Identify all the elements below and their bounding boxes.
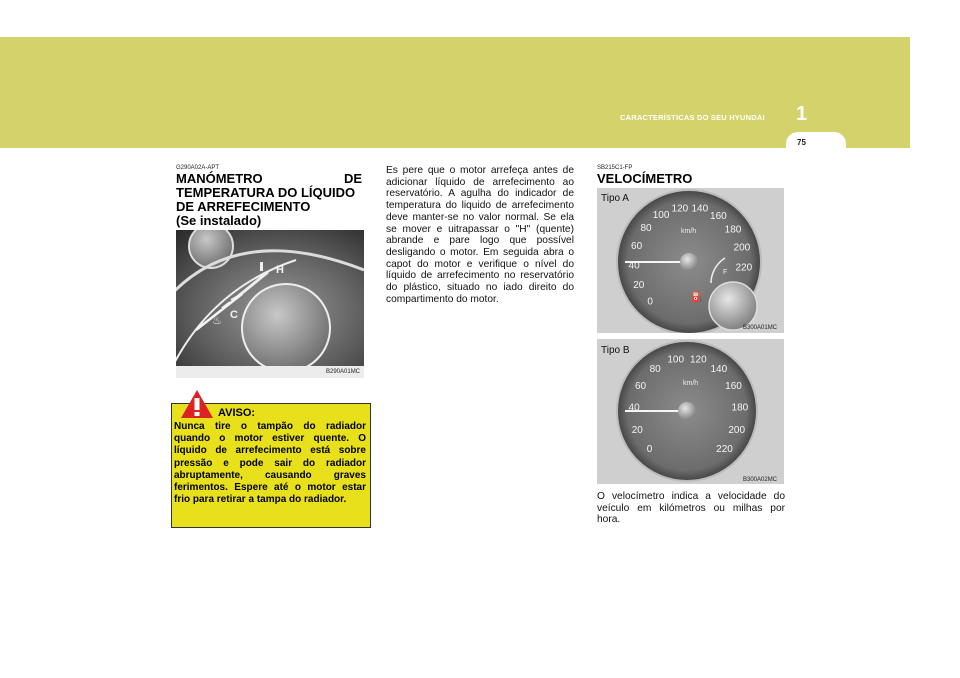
speed-tick-220: 220 — [735, 262, 753, 274]
fuel-full-label: F — [723, 269, 728, 276]
speed-tick-180: 180 — [724, 224, 742, 236]
speed-tick-80: 80 — [649, 364, 661, 376]
chapter-number: 1 — [796, 103, 808, 125]
warning-title: AVISO: — [218, 407, 256, 419]
speedometer-a-svg — [597, 188, 784, 333]
title-line-2: TEMPERATURA DO LÍQUIDO — [176, 185, 356, 200]
speedometer-type-b-figure — [597, 339, 784, 484]
speedometer-b-svg — [597, 339, 784, 484]
speed-tick-120: 120 — [689, 354, 707, 366]
speed-tick-160: 160 — [710, 211, 727, 222]
temperature-gauge-figure — [176, 230, 364, 378]
section-code: G290A02A-APT — [176, 165, 220, 171]
speedometer-type-a-figure — [597, 188, 784, 333]
title-word-2: DE — [343, 171, 362, 186]
hot-label: H — [276, 264, 284, 276]
speed-tick-120: 120 — [671, 203, 689, 215]
page-tab — [786, 132, 846, 154]
speed-tick-80: 80 — [640, 223, 652, 235]
speed-tick-40: 40 — [628, 260, 640, 272]
coolant-icon: ♨ — [212, 315, 222, 327]
title-line-4: (Se instalado) — [176, 213, 262, 228]
unit-label-a: km/h — [681, 228, 697, 235]
page-number: 75 — [797, 138, 806, 147]
tipo-a-label: Tipo A — [601, 193, 629, 204]
cold-label: C — [230, 309, 238, 321]
speed-tick-60: 60 — [634, 381, 647, 393]
speed-tick-0: 0 — [647, 296, 653, 308]
title-line-3: DE ARREFECIMENTO — [176, 199, 311, 214]
speed-tick-160: 160 — [725, 381, 742, 393]
chapter-header — [0, 37, 910, 148]
speed-tick-140: 140 — [710, 364, 728, 376]
speed-tick-100: 100 — [652, 210, 670, 222]
body-paragraph-middle: Es pere que o motor arrefeça antes de adicionar líquido de arrefecimento ao reservatório. A agulha do indicador de temperatura do liquido de arrefecimento deve manter-se no valor normal. Se ela se mover e uitrapassar o "H" (quente) abrande e pare logo que possível desligando o motor. Em seguida abra o capot do motor e verifique o nível do líquido de arrefecimento no reservatório do plástico, situado no iado direito do compartimento do motor. — [386, 165, 574, 305]
figure-code: B290A01MC — [326, 369, 361, 375]
body-paragraph-right: O velocímetro indica a velocidade do veículo em kilómetros ou milhas por hora. — [597, 491, 785, 526]
title-word-1: MANÓMETRO — [176, 171, 263, 186]
speed-tick-100: 100 — [667, 354, 685, 366]
section-title — [176, 172, 362, 228]
speed-tick-60: 60 — [631, 240, 643, 252]
speed-tick-220: 220 — [716, 444, 733, 455]
speed-tick-40: 40 — [628, 402, 640, 414]
speed-tick-180: 180 — [731, 402, 749, 414]
chapter-title: CARACTERÍSTICAS DO SEU HYUNDAI — [620, 113, 765, 122]
fuel-pump-icon: ⛽ — [691, 292, 704, 303]
speed-tick-0: 0 — [646, 444, 653, 455]
unit-label-b: km/h — [683, 380, 699, 387]
figure-code-a: B300A01MC — [743, 325, 778, 331]
speed-tick-20: 20 — [633, 280, 645, 291]
section-title-speedometer: VELOCÍMETRO — [597, 171, 693, 186]
speed-tick-200: 200 — [728, 425, 746, 436]
figure-code-b: B300A02MC — [743, 477, 778, 483]
temperature-gauge-svg — [176, 230, 364, 378]
speed-tick-200: 200 — [733, 242, 751, 254]
section-code-speedometer: SB215C1-FP — [597, 165, 633, 171]
exclamation-triangle-icon — [180, 389, 214, 419]
speed-tick-20: 20 — [631, 425, 643, 436]
speed-tick-140: 140 — [691, 203, 709, 215]
warning-text: Nunca tire o tampão do radiador quando o motor estiver quente. O líquido de arrefecimento está sobre pressão e pode sair do radiador abruptamente, causando graves ferimentos. Espere até o motor estar frio para retirar a tampa do radiador. — [174, 421, 366, 506]
tipo-b-label: Tipo B — [601, 345, 630, 356]
